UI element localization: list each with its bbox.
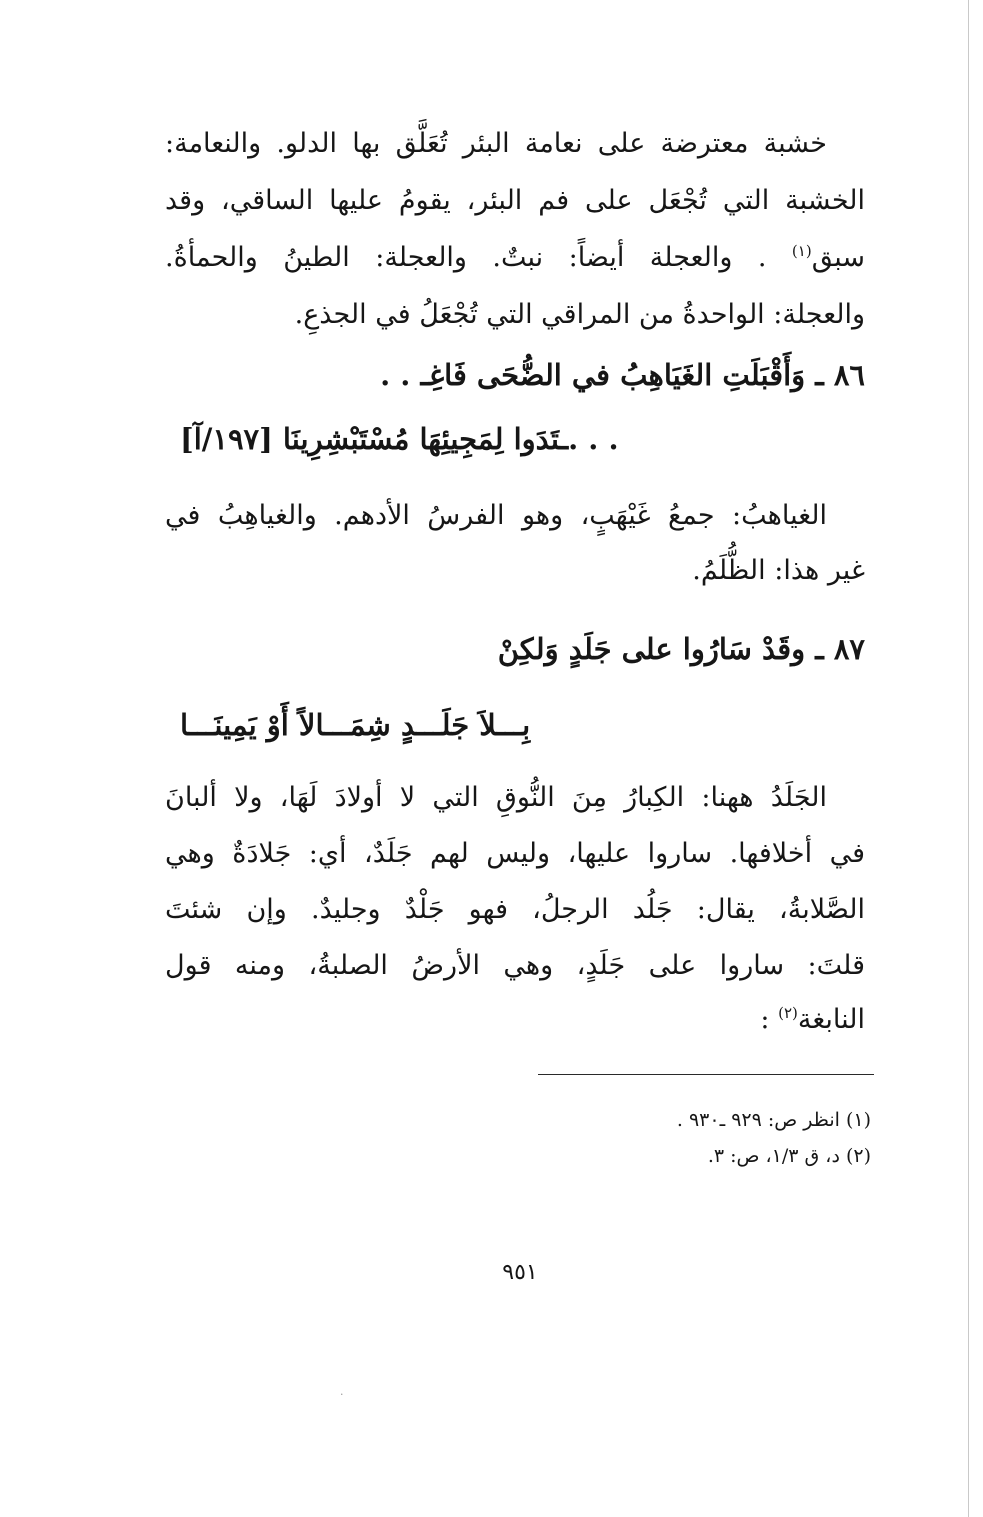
- paragraph-3-line-1: الجَلَدُ ههنا: الكِبارُ مِنَ النُّوقِ التي لا أولادَ لَهَا، ولا ألبانَ: [165, 782, 827, 813]
- footnote-2: (٢) د، ق ١/٣، ص: ٣.: [707, 1145, 871, 1167]
- footnote-ref-2: (٢): [778, 1004, 798, 1022]
- paragraph-3-line-4: قلتَ: ساروا على جَلَدٍ، وهي الأرضُ الصلبةُ، ومنه قول: [165, 950, 865, 981]
- verse-86-first-hemistich: ٨٦ ـ وَأَقْبَلَتِ الغَيَاهِبُ في الضُّحَى فَاغِـ . .: [380, 358, 865, 392]
- paragraph-3-line-3: الصَّلابةُ، يقال: جَلُد الرجلُ، فهو جَلْدٌ وجليدٌ. وإن شئتَ: [165, 894, 865, 925]
- scan-speck: ·: [340, 1388, 344, 1401]
- verse-87-second-hemistich: بِـــلاَ جَلَـــدٍ شِمَـــالاً أَوْ يَمِينَـــا: [180, 708, 531, 742]
- paragraph-1-line-2: الخشبة التي تُجْعَل على فم البئر، يقومُ عليها الساقي، وقد: [165, 185, 865, 216]
- paragraph-3-text: النابغة: [797, 1004, 865, 1035]
- paragraph-1-line-3: [165, 238, 865, 278]
- paragraph-3-line-2: في أخلافها. ساروا عليها، وليس لهم جَلَدٌ، أي: جَلادَةٌ وهي: [165, 838, 865, 869]
- paragraph-2-line-2: غير هذا: الظُّلَمُ.: [692, 555, 865, 586]
- paragraph-1-line-4: والعجلة: الواحدةُ من المراقي التي تُجْعَلُ في الجذعِ.: [294, 299, 865, 330]
- paragraph-1-line-1: خشبة معترضة على نعامة البئر تُعَلَّق بها الدلو. والنعامة:: [165, 128, 827, 159]
- page-edge-line: [968, 0, 969, 1517]
- paragraph-3-line-5: [165, 1000, 865, 1040]
- paragraph-1-text: . والعجلة أيضاً: نبتٌ. والعجلة: الطينُ والحمأةُ.: [165, 242, 767, 273]
- footnote-ref-1: (١): [791, 242, 812, 260]
- verse-86-second-hemistich: . . .ـتَدَوا لِمَجِيئِهَا مُسْتَبْشِرِينَا [١٩٧/آ]: [180, 422, 619, 456]
- paragraph-3-text: :: [760, 1004, 779, 1035]
- verse-87-first-hemistich: ٨٧ ـ وقَدْ سَارُوا على جَلَدٍ وَلكِنْ: [497, 632, 865, 666]
- paragraph-1-text: سبق: [811, 242, 865, 273]
- footnote-separator: [538, 1074, 874, 1075]
- paragraph-2-line-1: الغياهبُ: جمعُ غَيْهَبٍ، وهو الفرسُ الأدهم. والغياهِبُ في: [165, 500, 827, 531]
- page-number: ٩٥١: [502, 1260, 538, 1285]
- footnote-1: (١) انظر ص: ٩٢٩ ـ٩٣٠ .: [676, 1109, 871, 1131]
